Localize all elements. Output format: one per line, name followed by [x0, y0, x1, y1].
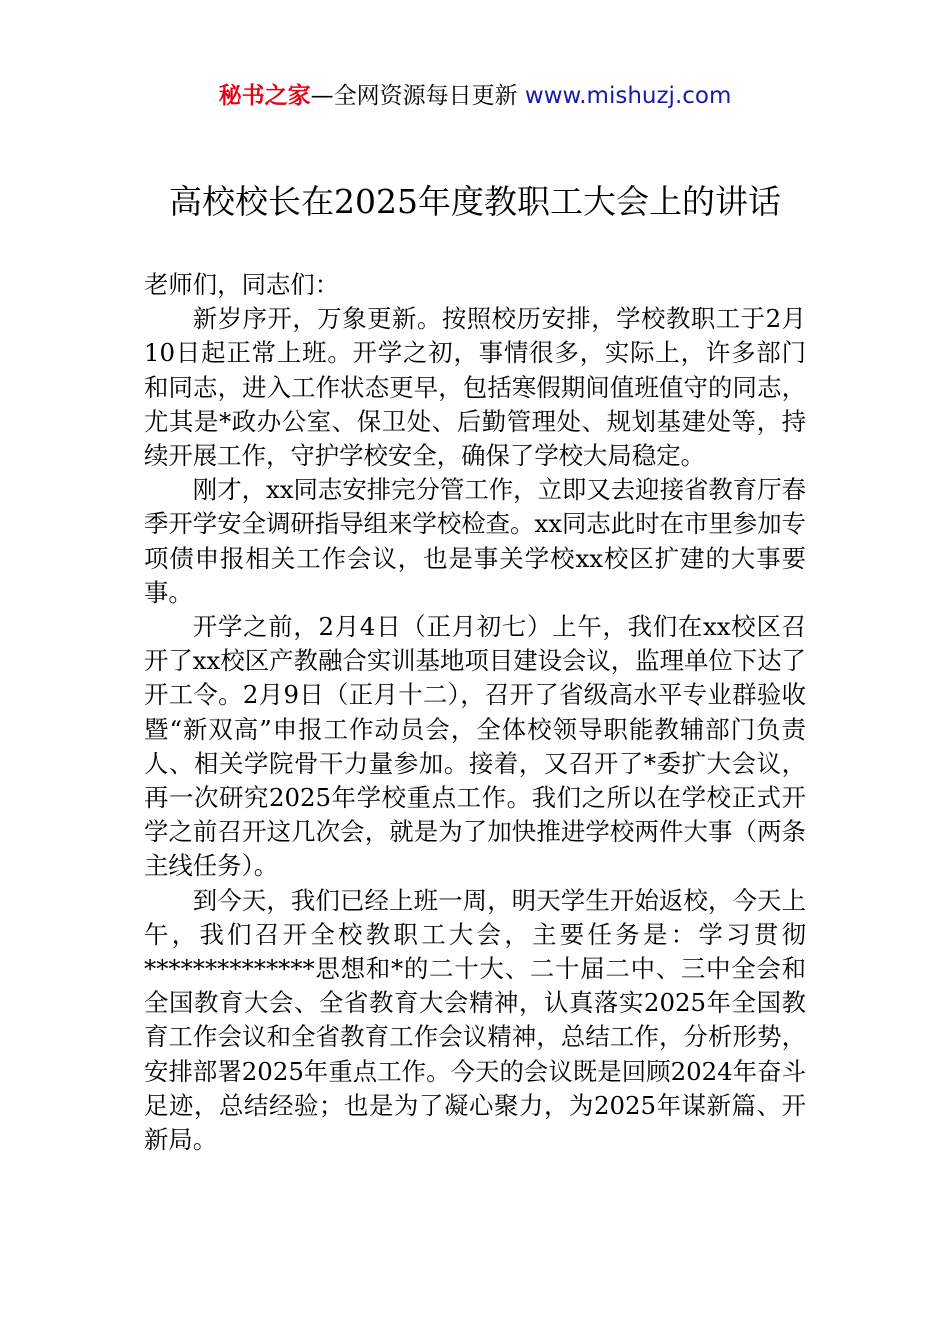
header-slogan: —全网资源每日更新 [310, 83, 525, 109]
document-body [144, 268, 806, 1157]
paragraph: 开学之前，2月4日（正月初七）上午，我们在xx校区召开了xx校区产教融合实训基地项目建设会议，监理单位下达了开工令。2月9日（正月十二），召开了省级高水平专业群验收暨“新双高”申报工作动员会，全体校领导职能教辅部门负责人、相关学院骨干力量参加。接着，又召开了*委扩大会议，再一次研究2025年学校重点工作。我们之所以在学校正式开学之前召开这几次会，就是为了加快推进学校两件大事（两条主线任务）。 [144, 612, 806, 881]
paragraph: 到今天，我们已经上班一周，明天学生开始返校，今天上午，我们召开全校教职工大会，主要任务是：学习贯彻**************思想和*的二十大、二十届二中、三中全会和全国教育大会、全省教育大会精神，认真落实2025年全国教育工作会议和全省教育工作会议精神，总结工作，分析形势，安排部署2025年重点工作。今天的会议既是回顾2024年奋斗足迹，总结经验；也是为了凝心聚力，为2025年谋新篇、开新局。 [144, 885, 806, 1155]
site-link[interactable]: www.mishuzj.com [524, 83, 732, 109]
document-title: 高校校长在2025年度教职工大会上的讲话 [169, 182, 781, 221]
salutation: 老师们，同志们： [144, 270, 340, 299]
site-header [0, 80, 950, 112]
paragraph: 刚才，xx同志安排完分管工作，立即又去迎接省教育厅春季开学安全调研指导组来学校检查。xx同志此时在市里参加专项债申报相关工作会议，也是事关学校xx校区扩建的大事要事。 [144, 475, 806, 607]
paragraph: 新岁序开，万象更新。按照校历安排，学校教职工于2月10日起正常上班。开学之初，事情很多，实际上，许多部门和同志，进入工作状态更早，包括寒假期间值班值守的同志，尤其是*政办公室、保卫处、后勤管理处、规划基建处等，持续开展工作，守护学校安全，确保了学校大局稳定。 [144, 304, 806, 471]
brand-name: 秘书之家 [218, 83, 311, 109]
